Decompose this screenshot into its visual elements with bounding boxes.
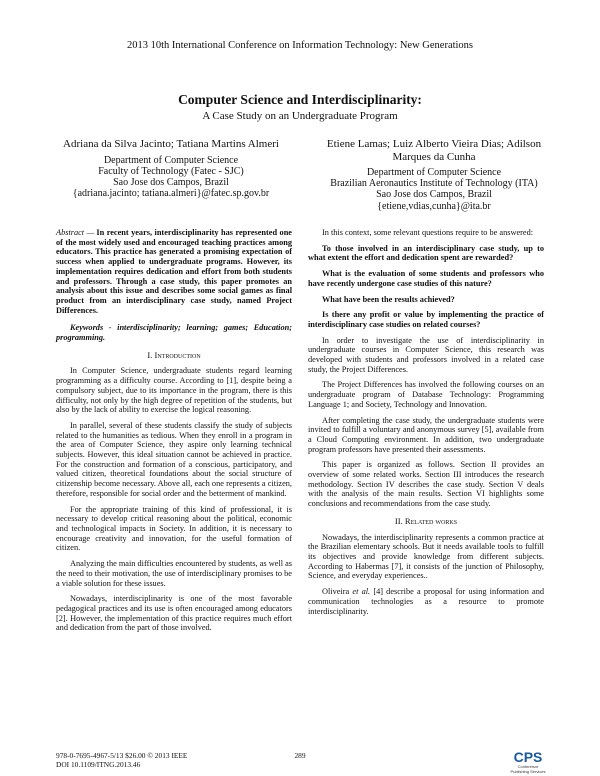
citation-etal: et al. — [352, 587, 371, 597]
author-block-right — [318, 138, 550, 212]
author-inst-left: Faculty of Technology (Fatec - SJC) — [98, 165, 244, 177]
abstract — [56, 228, 292, 315]
paragraph: In Computer Science, undergraduate students regard learning programming as a difficulty course. According to [1], despite being a compulsory subject, due to its importance in the program, there is this difficulty, not only by the high degree of repetition of the students, but also by the lack of ability to exercise the logical reasoning. — [56, 366, 292, 415]
author-names-right: Etiene Lamas; Luiz Alberto Vieira Dias; Adilson Marques da Cunha — [326, 138, 542, 163]
author-email-left: {adriana.jacinto; tatiana.almeri}@fatec.sp.gov.br — [72, 188, 270, 200]
paragraph — [308, 587, 544, 616]
abstract-text: In recent years, interdisciplinarity has represented one of the most widely used and encouraged teaching practices among educators. This practice has generated a promising expectation of success when applied to undergraduate programs. However, its implementation requires dedication and effort from both students and professors. Through a case study, this paper promotes an analysis about this issue and describes some social games as final product from an interdisciplinary case study, named Project Differences. — [56, 228, 292, 315]
paragraph: In parallel, several of these students classify the study of subjects related to the humanities as tedious. When they enroll in a program in the area of Computer Science, they aspire only learning technical subjects. However, this ideal situation cannot be achieved in practice. For the construction and formation of a conscious, participatory, and valued citizen, theoretical foundations about the social structure of citizenship become necessary. Above all, each one represents a citizen, therefore, responsible for social order and the betterment of mankind. — [56, 420, 292, 498]
paragraph: After completing the case study, the undergraduate students were invited to fulfill a voluntary and anonymous survey [5], available from a Cloud Computing environment. In addition, two undergraduate program professors have presented their assessments. — [308, 415, 544, 454]
paragraph: This paper is organized as follows. Section II provides an overview of some related works. Section III introduces the research methodology. Section IV describes the case study. Section V deals with the analysis of the main results. Section VI highlights some conclusions and recommendations from the case study. — [308, 460, 544, 509]
citation-author: Oliveira — [322, 587, 350, 597]
research-question: To those involved in an interdisciplinary case study, up to what extent the effort and dedication spent are rewarded? — [308, 243, 544, 263]
cps-logo-subtext: Conference Publishing Services — [510, 764, 546, 774]
paragraph: Analyzing the main difficulties encountered by students, as well as the need to their motivation, the use of interdisciplinary promises to be a viable solution for these issues. — [56, 559, 292, 588]
keywords-text: interdisciplinarity; learning; games; Education; programming. — [56, 323, 293, 343]
author-names-left: Adriana da Silva Jacinto; Tatiana Martins Almeri — [63, 138, 279, 150]
paragraph: Nowadays, interdisciplinarity is one of the most favorable pedagogical practices and its use is often encouraged among educators [2]. However, the implementation of this practice requires much effort and dedication from the part of those involved. — [56, 594, 292, 633]
paragraph: In order to investigate the use of interdisciplinarity in undergraduate courses in Computer Science, this research was developed with students and professors involved in a related case study, the Project Differences. — [308, 335, 544, 374]
footer-isbn: 978-0-7695-4967-5/13 $26.00 © 2013 IEEE — [56, 751, 188, 760]
author-city-right: Sao Jose dos Campos, Brazil — [376, 189, 492, 201]
section-heading-related-works: II. Related works — [394, 515, 458, 526]
author-email-right: {etiene,vdias,cunha}@ita.br — [377, 200, 491, 212]
author-block-left — [56, 138, 286, 199]
cps-logo-text: CPS — [513, 749, 543, 765]
footer-doi: DOI 10.1109/ITNG.2013.46 — [56, 760, 141, 769]
author-city-left: Sao Jose dos Campos, Brazil — [113, 176, 229, 188]
keywords — [56, 323, 292, 342]
cps-logo — [508, 750, 548, 774]
paper-title: Computer Science and Interdisciplinarity: — [178, 92, 422, 107]
author-inst-right: Brazilian Aeronautics Institute of Technology (ITA) — [330, 178, 538, 190]
footer-copyright — [56, 751, 187, 769]
page-number: 289 — [294, 751, 306, 760]
paragraph: For the appropriate training of this kind of professional, it is necessary to develop critical reasoning about the political, economic and technological impacts in Society. In addition, it is necessary to encourage creativity and innovation, for the useful formation of citizen. — [56, 504, 292, 553]
paragraph: Nowadays, the interdisciplinarity represents a common practice at the Brazilian elementary schools. But it needs available tools to fulfill its objectives and provide knowledge from different subjects. According to Habermas [7], it consists of the junction of Philosophy, Science, and everyday experiences.. — [308, 532, 544, 581]
keywords-label: Keywords - — [70, 323, 112, 333]
author-dept-left: Department of Computer Science — [103, 154, 239, 166]
paragraph: The Project Differences has involved the following courses on an undergraduate program of Database Technology: Programming Language 1; and Society, Technology and Innovation. — [308, 380, 544, 409]
research-question: Is there any profit or value by implementing the practice of interdisciplinary case studies on related courses? — [308, 310, 544, 329]
author-dept-right: Department of Computer Science — [366, 167, 502, 178]
right-column — [308, 228, 544, 622]
paragraph-text: [4] describe a proposal for using information and communication technologies as a resource to promote interdisciplinarity. — [308, 587, 545, 616]
research-question: What is the evaluation of some students and professors who have recently undergone case studies of this nature? — [308, 269, 544, 288]
conference-header: 2013 10th International Conference on Information Technology: New Generations — [126, 40, 474, 51]
abstract-label: Abstract — — [56, 228, 94, 237]
research-question: What have been the results achieved? — [322, 294, 455, 304]
paragraph: In this context, some relevant questions require to be answered: — [322, 228, 534, 237]
paper-subtitle: A Case Study on an Undergraduate Program — [202, 110, 398, 122]
section-heading-introduction: I. Introduction — [147, 349, 201, 360]
left-column — [56, 228, 292, 639]
